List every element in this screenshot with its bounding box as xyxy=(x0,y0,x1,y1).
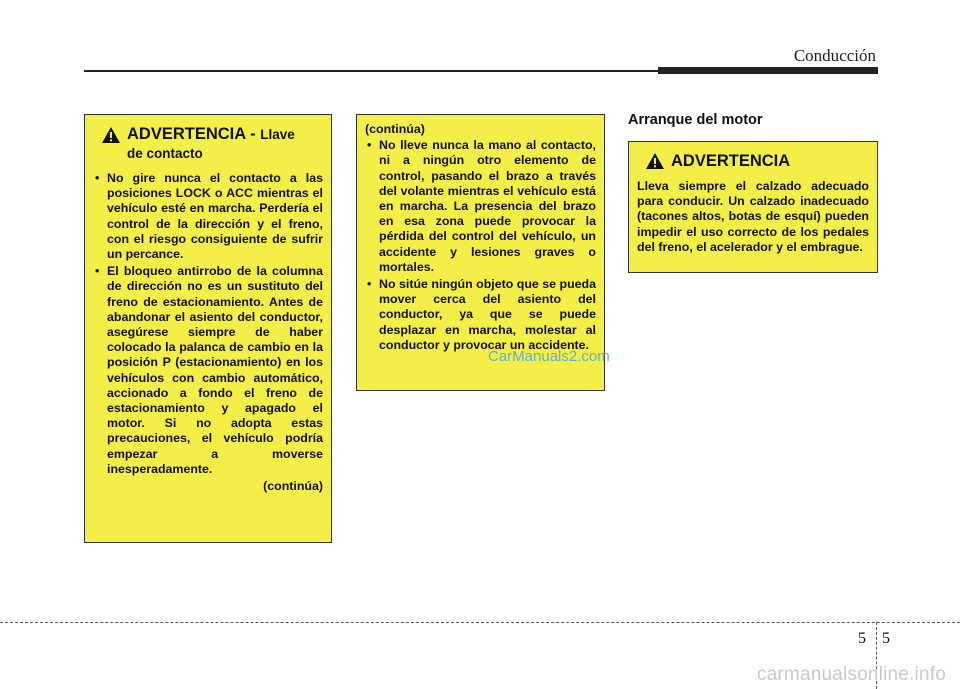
continued-label: (continúa) xyxy=(365,122,425,136)
page-number: 5 xyxy=(882,630,890,647)
warning-triangle-icon xyxy=(101,126,121,144)
section-title: Conducción xyxy=(793,46,876,65)
warning-header xyxy=(637,151,869,170)
site-watermark: carmanualsonline.info xyxy=(756,664,946,685)
footer-divider xyxy=(0,622,960,623)
list-item: • El bloqueo antirrobo de la columna de dirección no es un sustituto del freno de estacionamiento. Antes de abandonar el asiento del conductor, asegúrese siempre de haber colocado la palanca de cambio en la posición P (estacionamiento) en los vehículos con cambio automático, accionado a fondo el freno de estacionamiento y apagado el motor. Si no adopta estas precauciones, el vehículo podría empezar a moverse inesperadamente. xyxy=(93,264,323,477)
watermark: CarManuals2.com xyxy=(488,348,610,365)
warning-header xyxy=(93,125,323,144)
warning-box-ignition xyxy=(84,114,332,543)
list-item: • No lleve nunca la mano al contacto, ni a ningún otro elemento de control, pasando el brazo a través del volante mientras el vehículo está en marcha. La presencia del brazo en esa zona puede provocar la pérdida del control del vehículo, un accidente y lesiones graves o mortales. xyxy=(365,138,596,275)
continues-label: (continúa) xyxy=(263,479,323,494)
warning-list xyxy=(93,171,323,477)
warning-title: ADVERTENCIA - Llave xyxy=(127,125,295,143)
chapter-number: 5 xyxy=(858,630,866,647)
header-rule xyxy=(84,70,662,72)
section-heading: Arranque del motor xyxy=(628,112,763,128)
list-item: • No gire nunca el contacto a las posiciones LOCK o ACC mientras el vehículo esté en marcha. Perdería el control de la dirección y el freno, con el riesgo consiguiente de sufrir un percance. xyxy=(93,171,323,262)
list-item: • No sitúe ningún objeto que se pueda mover cerca del asiento del conductor, ya que se puede desplazar en marcha, molestar al conductor y provocar un accidente. xyxy=(365,277,596,353)
warning-triangle-icon xyxy=(645,152,665,170)
warning-title-line2: de contacto xyxy=(127,146,203,161)
warning-title: ADVERTENCIA xyxy=(671,152,791,170)
warning-box-footwear xyxy=(628,141,878,273)
warning-list xyxy=(365,138,596,353)
warning-text: Lleva siempre el calzado adecuado para conducir. Un calzado inadecuado (tacones altos, botas de esquí) pueden impedir el uso correcto de los pedales del freno, el acelerador y el embrague. xyxy=(637,179,869,254)
header-rule-thick xyxy=(658,67,878,74)
